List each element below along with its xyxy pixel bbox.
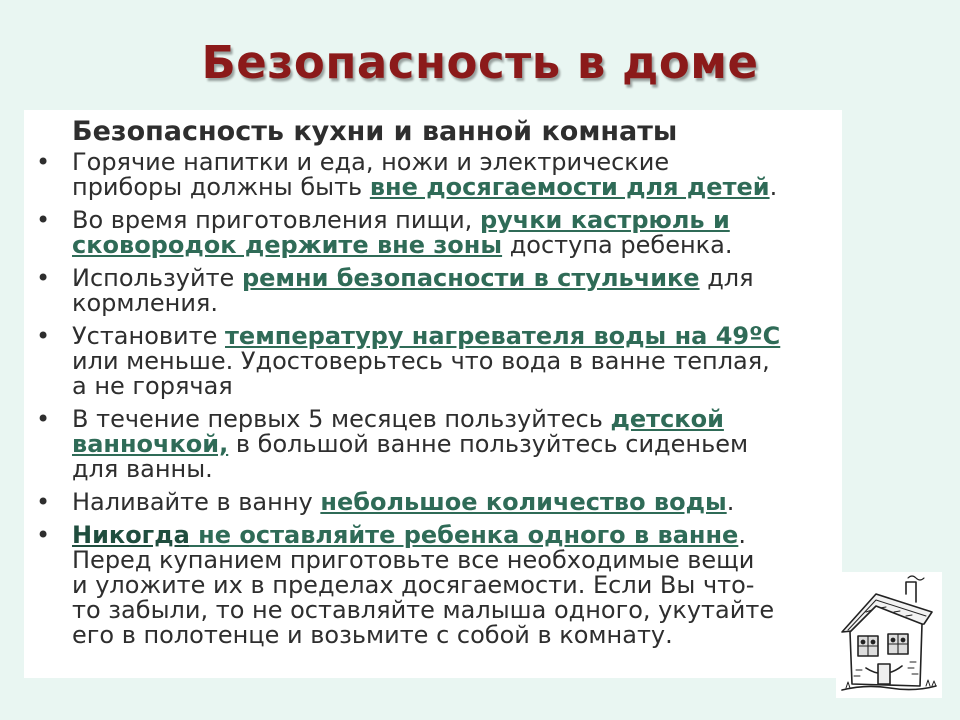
slide-title: Безопасность в доме (201, 36, 759, 89)
item-text: его в полотенце и возьмите с собой в комнату. (72, 621, 673, 649)
item-text: . (738, 521, 746, 549)
item-link[interactable]: сковородок держите вне зоны (72, 231, 503, 259)
item-text: кормления. (72, 289, 218, 317)
item-link[interactable]: ванночкой, (72, 430, 229, 458)
item-text: Во время приготовления пищи, (72, 206, 480, 234)
item-link[interactable]: вне досягаемости для детей (369, 173, 770, 201)
list-item (24, 523, 842, 648)
list-item (24, 324, 842, 399)
item-link[interactable]: небольшое количество воды (320, 488, 727, 516)
list-item (24, 407, 842, 482)
item-link[interactable]: ручки кастрюль и (479, 206, 730, 234)
item-link[interactable]: ремни безопасности в стульчике (241, 264, 700, 292)
item-text: . (726, 488, 735, 516)
item-link-strong[interactable]: Никогда (72, 521, 190, 549)
house-clipart-icon (836, 572, 942, 698)
item-text: Перед купанием приготовьте все необходимые вещи (72, 546, 755, 574)
item-text: для ванны. (72, 455, 213, 483)
item-text: Горячие напитки и еда, ножи и электрические (72, 148, 670, 176)
item-text: а не горячая (72, 372, 233, 400)
item-text: . (769, 173, 778, 201)
content-box (24, 110, 842, 678)
list-item (24, 150, 842, 200)
item-text: Используйте (72, 264, 242, 292)
item-text: в большой ванне пользуйтесь сиденьем (228, 430, 749, 458)
item-text: или меньше. Удостоверьтесь что вода в ванне теплая, (72, 347, 770, 375)
item-link[interactable]: температуру нагревателя воды на 49ºС (225, 322, 781, 350)
item-link[interactable]: детской (610, 405, 724, 433)
item-text: Установите (72, 322, 225, 350)
item-text: В течение первых 5 месяцев пользуйтесь (72, 405, 611, 433)
list-item (24, 266, 842, 316)
list-item (24, 490, 842, 515)
item-text: приборы должны быть (72, 173, 370, 201)
item-text: Наливайте в ванну (72, 488, 321, 516)
section-subtitle: Безопасность кухни и ванной комнаты (72, 116, 678, 147)
bullet-list (24, 150, 842, 656)
item-link[interactable]: не оставляйте ребенка одного в ванне (189, 521, 739, 549)
list-item (24, 208, 842, 258)
item-text: для (699, 264, 754, 292)
item-text: доступа ребенка. (502, 231, 733, 259)
item-text: и уложите их в пределах досягаемости. Если Вы что- (72, 571, 755, 599)
item-text: то забыли, то не оставляйте малыша одного, укутайте (72, 596, 775, 624)
